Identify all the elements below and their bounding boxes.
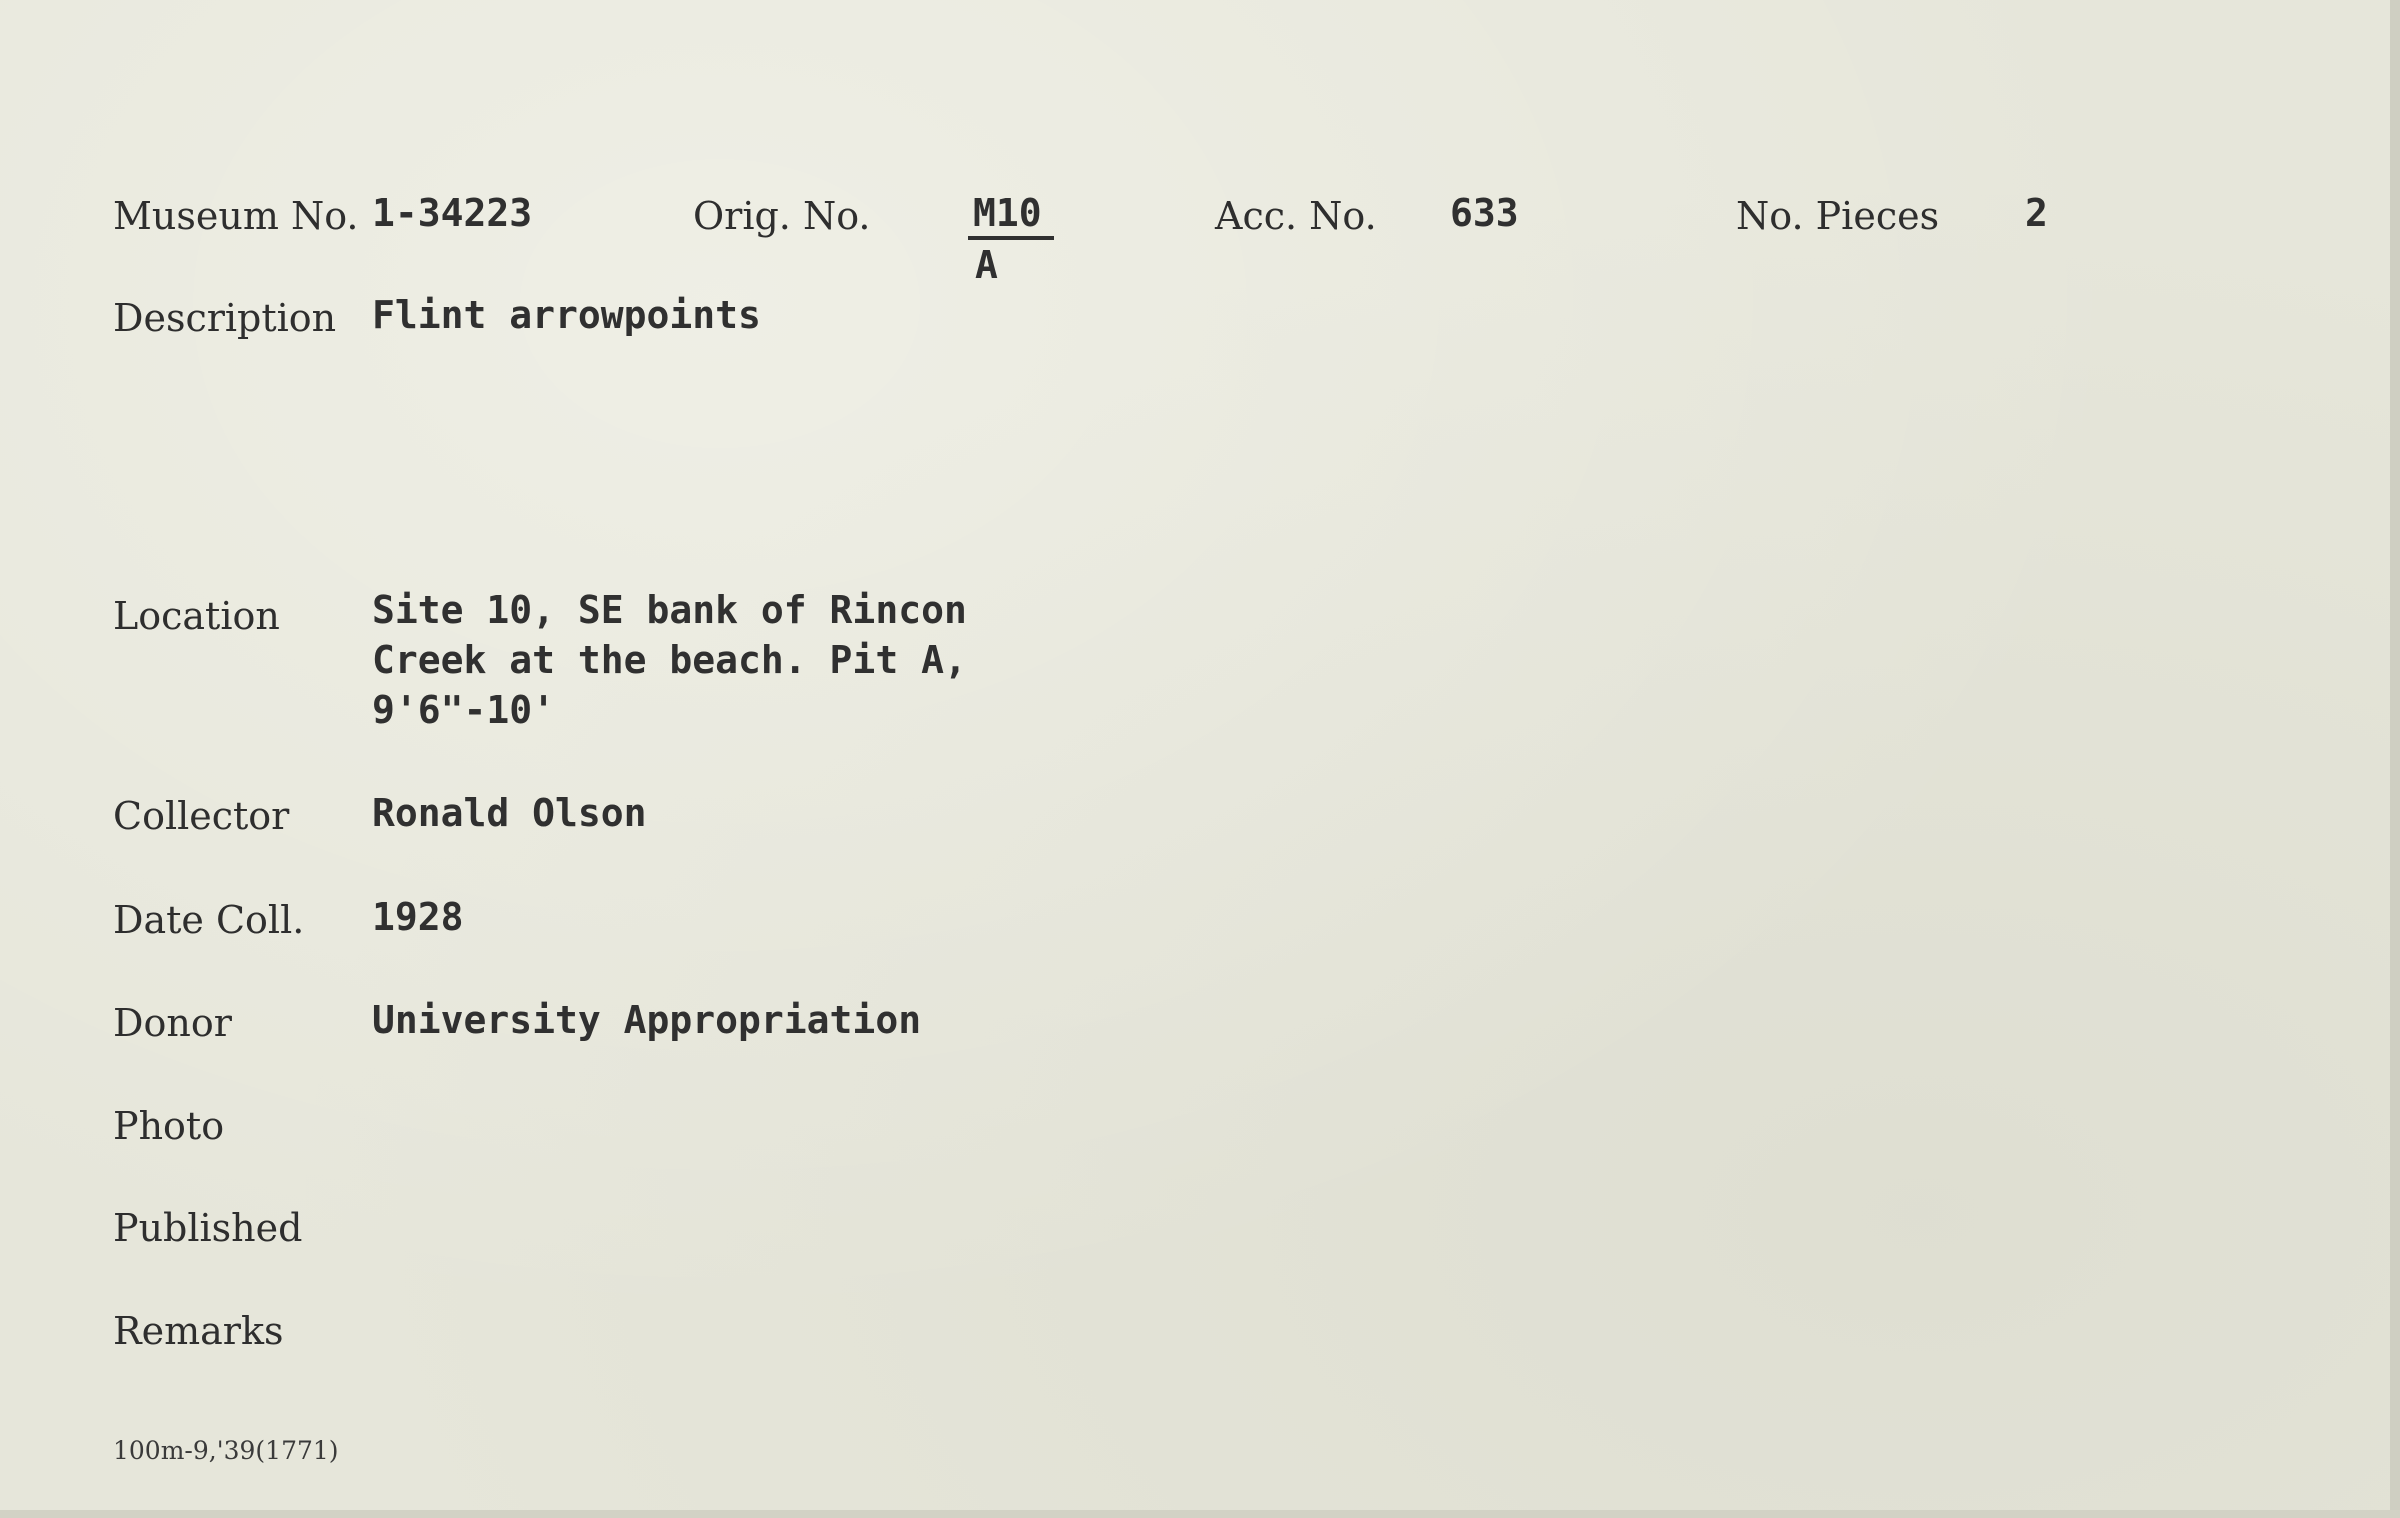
acc-no-label: Acc. No. bbox=[1215, 194, 1377, 238]
remarks-label: Remarks bbox=[113, 1309, 284, 1353]
location-value: Site 10, SE bank of Rincon Creek at the beach. Pit A, 9'6"-10' bbox=[372, 588, 967, 732]
date-coll-label: Date Coll. bbox=[113, 898, 305, 942]
date-coll-value: 1928 bbox=[372, 895, 464, 939]
collector-value: Ronald Olson bbox=[372, 791, 647, 835]
published-label: Published bbox=[113, 1206, 303, 1250]
photo-label: Photo bbox=[113, 1104, 225, 1148]
orig-no-denominator: A bbox=[975, 243, 998, 287]
acc-no-value: 633 bbox=[1450, 191, 1519, 235]
museum-no-label: Museum No. bbox=[113, 194, 359, 238]
no-pieces-label: No. Pieces bbox=[1736, 194, 1940, 238]
no-pieces-value: 2 bbox=[2025, 191, 2048, 235]
donor-value: University Appropriation bbox=[372, 998, 922, 1042]
orig-no-fraction-bar bbox=[968, 236, 1054, 240]
orig-no-label: Orig. No. bbox=[693, 194, 871, 238]
orig-no-numerator: M10 bbox=[973, 191, 1042, 235]
card-right-edge bbox=[2390, 0, 2400, 1518]
museum-no-value: 1-34223 bbox=[372, 191, 533, 235]
donor-label: Donor bbox=[113, 1001, 232, 1045]
description-label: Description bbox=[113, 296, 337, 340]
collector-label: Collector bbox=[113, 794, 290, 838]
description-value: Flint arrowpoints bbox=[372, 293, 761, 337]
location-label: Location bbox=[113, 594, 280, 638]
form-code: 100m-9,'39(1771) bbox=[113, 1436, 339, 1465]
card-bottom-edge bbox=[0, 1510, 2400, 1518]
